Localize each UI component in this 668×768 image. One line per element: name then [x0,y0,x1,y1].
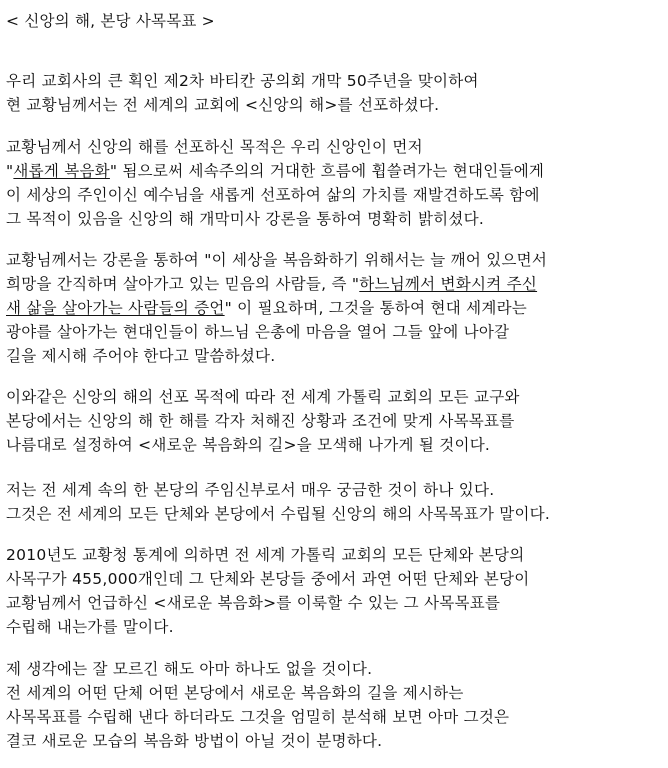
text-line [6,409,656,433]
text-segment: 사목목표를 수립해 낸다 하더라도 그것을 엄밀히 분석해 보면 아마 그것은 [6,708,510,726]
text-line [6,657,656,681]
text-line [6,615,656,639]
text-segment: 광야를 살아가는 현대인들이 하느님 은총에 마음을 열어 그들 앞에 나아갈 [6,323,510,341]
text-segment: 그것은 전 세계의 모든 단체와 본당에서 수립될 신앙의 해의 사목목표가 말이다. [6,505,551,523]
text-line [6,591,656,615]
paragraph-7 [6,657,656,753]
paragraph-5 [6,478,656,526]
text-line [6,729,656,753]
underlined-phrase: 하느님께서 변화시켜 주신 [359,275,538,293]
page-title: < 신앙의 해, 본당 사목목표 > [6,12,215,30]
text-line [6,385,656,409]
paragraph-4 [6,385,656,457]
paragraph-2 [6,135,656,231]
text-line [6,433,656,457]
underlined-phrase: 새 삶을 살아가는 사람들의 증언 [6,299,225,317]
text-segment: " 됨으로써 세속주의의 거대한 흐름에 휩쓸려가는 현대인들에게 [109,162,545,180]
text-line [6,296,656,320]
text-line [6,93,656,117]
underlined-phrase: 새롭게 복음화 [13,162,110,180]
text-line [6,344,656,368]
text-segment: " [6,162,14,180]
text-segment: 길을 제시해 주어야 한다고 말씀하셨다. [6,347,276,365]
text-segment: 본당에서는 신앙의 해 한 해를 각자 처해진 상황과 조건에 맞게 사목목표를 [6,412,515,430]
text-segment: 제 생각에는 잘 모르긴 해도 아마 하나도 없을 것이다. [6,660,373,678]
text-segment: 교황님께서 언급하신 <새로운 복음화>를 이룩할 수 있는 그 사목목표를 [6,594,501,612]
text-segment: 수립해 내는가를 말이다. [6,618,174,636]
text-line [6,478,656,502]
text-line [6,320,656,344]
text-line [6,567,656,591]
text-segment: " 이 필요하며, 그것을 통하여 현대 세계라는 [224,299,528,317]
text-segment: 사목구가 455,000개인데 그 단체와 본당들 중에서 과연 어떤 단체와 본당이 [6,570,530,588]
text-segment: 우리 교회사의 큰 획인 제2차 바티칸 공의회 개막 50주년을 맞이하여 [6,72,479,90]
text-line [6,69,656,93]
text-segment: 현 교황님께서는 전 세계의 교회에 <신앙의 해>를 선포하셨다. [6,96,440,114]
text-segment: 이 세상의 주인이신 예수님을 새롭게 선포하여 삶의 가치를 재발견하도록 함에 [6,186,540,204]
paragraph-3 [6,248,656,368]
text-segment: 결코 새로운 모습의 복음화 방법이 아닐 것이 분명하다. [6,732,383,750]
text-segment: 이와같은 신앙의 해의 선포 목적에 따라 전 세계 가톨릭 교회의 모든 교구와 [6,388,520,406]
text-line [6,705,656,729]
text-segment: 나름대로 설정하여 <새로운 복음화의 길>을 모색해 나가게 될 것이다. [6,436,491,454]
text-line [6,248,656,272]
text-line [6,681,656,705]
text-line [6,543,656,567]
paragraph-6 [6,543,656,639]
text-line [6,159,656,183]
paragraph-1 [6,69,656,117]
text-segment: 2010년도 교황청 통계에 의하면 전 세계 가톨릭 교회의 모든 단체와 본당의 [6,546,525,564]
text-line [6,502,656,526]
text-segment: 희망을 간직하며 살아가고 있는 믿음의 사람들, 즉 " [6,275,360,293]
text-segment: 교황님께서 신앙의 해를 선포하신 목적은 우리 신앙인이 먼저 [6,138,423,156]
text-segment: 교황님께서는 강론을 통하여 "이 세상을 복음화하기 위해서는 늘 깨어 있으면서 [6,251,548,269]
text-line [6,135,656,159]
text-line [6,183,656,207]
text-line [6,272,656,296]
text-segment: 그 목적이 있음을 신앙의 해 개막미사 강론을 통하여 명확히 밝히셨다. [6,210,485,228]
text-line [6,207,656,231]
text-segment: 전 세계의 어떤 단체 어떤 본당에서 새로운 복음화의 길을 제시하는 [6,684,464,702]
text-segment: 저는 전 세계 속의 한 본당의 주임신부로서 매우 궁금한 것이 하나 있다. [6,481,495,499]
